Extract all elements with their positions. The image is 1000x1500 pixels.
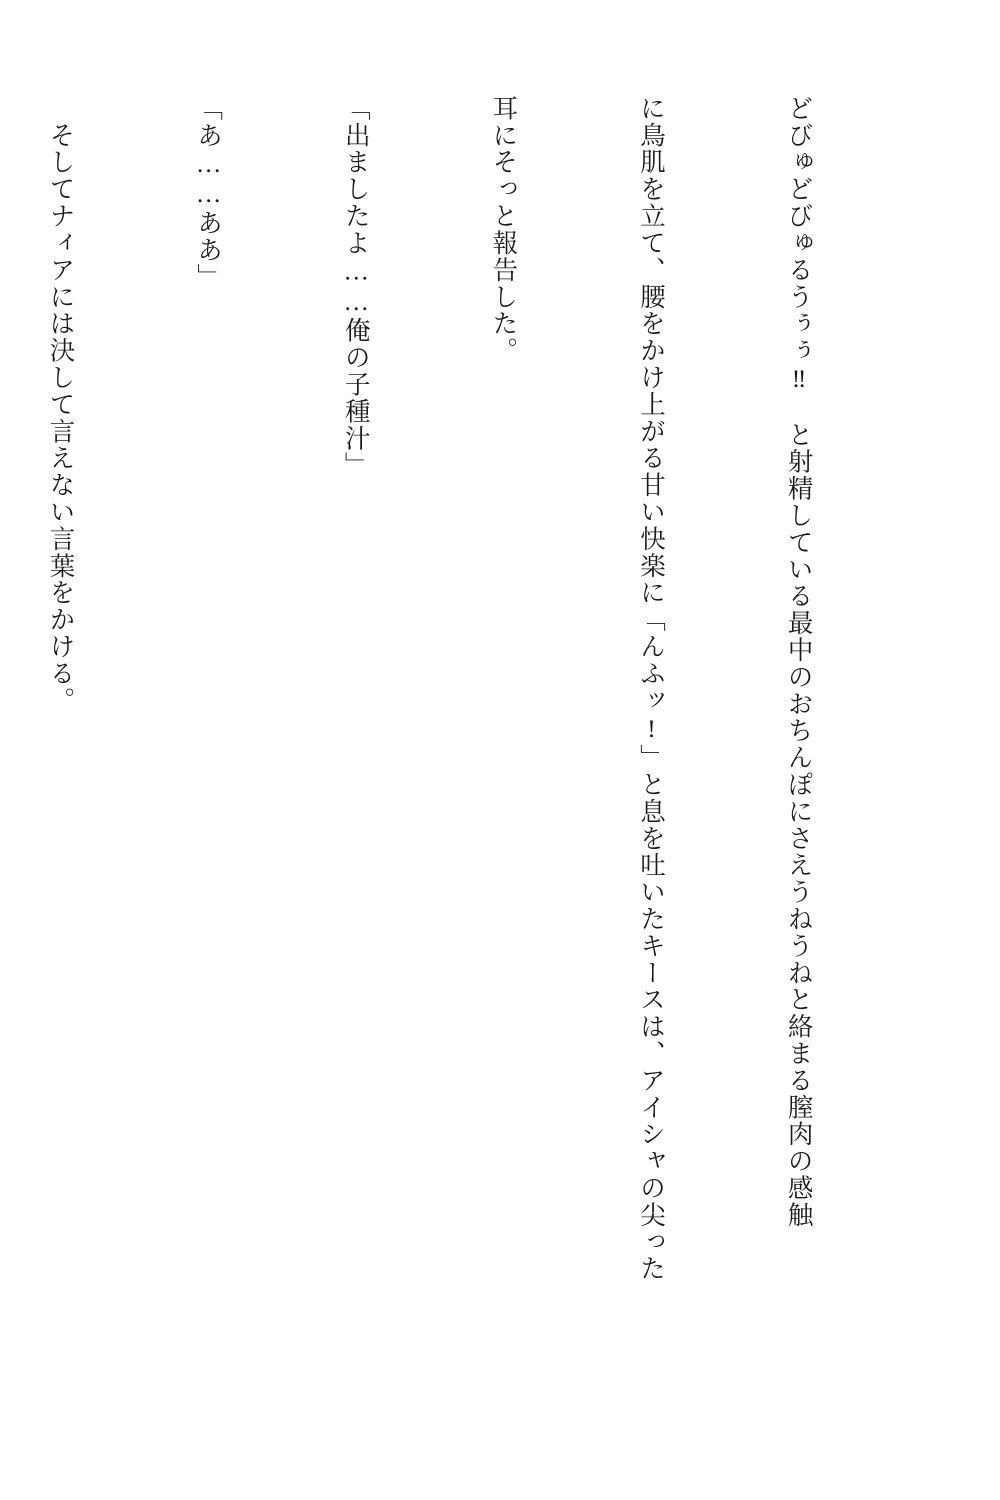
text-line: 「出ましたよ……俺の子種汁」	[341, 95, 371, 479]
text-line: そしてナィアには決して言えない言葉をかける。	[46, 95, 76, 714]
vertical-text-body	[46, 95, 922, 1415]
text-line: どびゅどびゅるうぅぅ‼ と射精している最中のおちんぽにさえうねうねと絡まる膣肉の感触	[784, 95, 814, 1229]
text-line: に鳥肌を立て、腰をかけ上がる甘い快楽に「んふッ!」と息を吐いたキースは、アイシャの尖った	[636, 95, 666, 1283]
text-line: 耳にそっと報告した。	[489, 95, 519, 365]
text-line: 「あ……ああ」	[194, 95, 224, 291]
